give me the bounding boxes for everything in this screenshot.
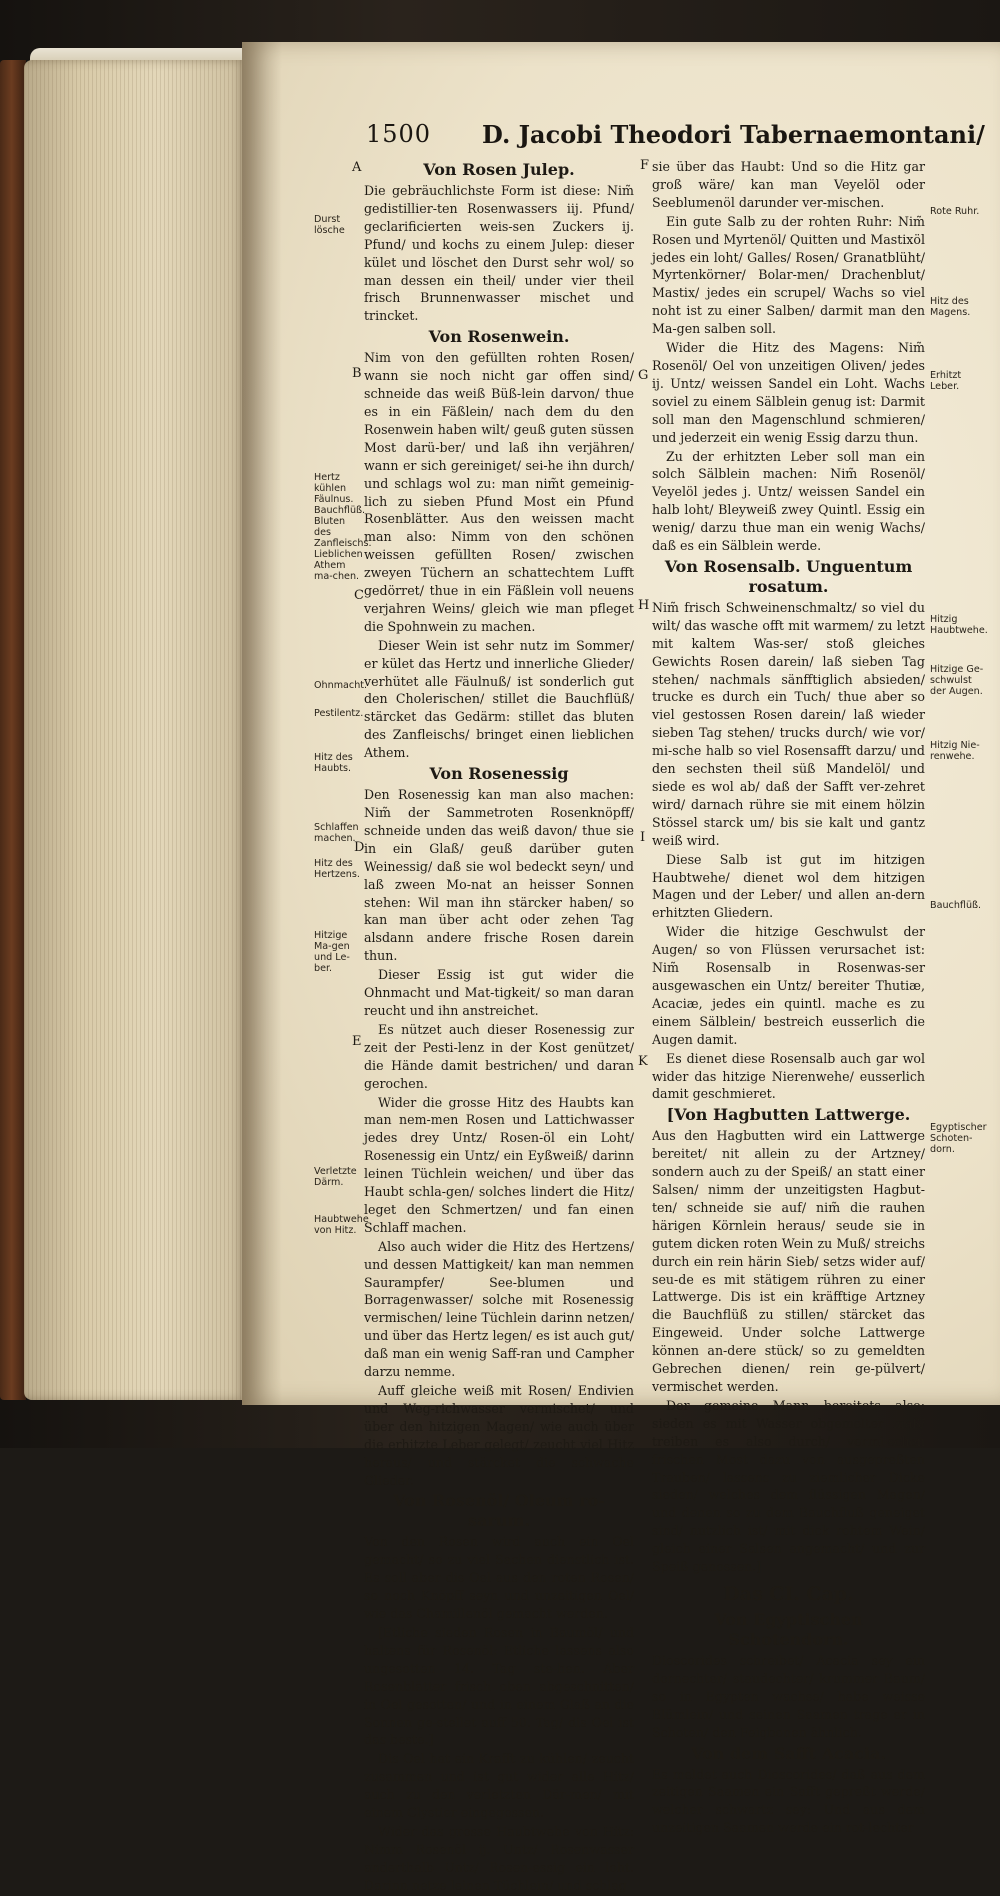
heading-hagbutten: [Von Hagbutten Lattwerge. [666,1105,911,1125]
heading-rosensalb: Von Rosensalb. Unguentum rosatum. [664,556,913,596]
paragraph: Diese Salb ist gut im hitzigen Haubtwehe/ dienet wol dem hitzigen Magen und der Leber/ und allen an-dern erhitzten Gliedern. [652,851,925,921]
margin-note-ohnmacht: Ohnmacht. [314,680,368,691]
paragraph: sie über das Haubt: Und so die Hitz gar groß wäre/ kan man Veyelöl oder Seeblumenöl darunder ver-mischen. [652,159,925,210]
margin-note-verletzte: Verletzte Därm. [314,1166,357,1188]
heading-rosen-julep: Von Rosen Julep. [423,160,575,179]
paragraph: Dis Oel hat ein Krafft zu kühlen/ zeucht zusammen und ist gut wider alle Hitz/ auch zu den verletzten Där-men/ mit einem Clystier eingegossen. [364,1751,634,1821]
margin-note-schlaffen: Schlaffen machen. [314,822,359,844]
paragraph: Es nützet auch dieser Rosenessig zur zeit der Pesti-lenz in der Kost genützet/ die Hände damit bestrichen/ und daran gerochen. [364,1021,634,1091]
paragraph: Zu der erhitzten Leber soll man ein solch Sälblein machen: Nim̃ Rosenöl/ Veyelöl jedes j. Untz/ weissen Sandel ein halb loht/ Bleyweiß zwey Quintl. Essig ein wenig/ darzu thue man ein wenig Wachs/ daß es ein Sälblein werde. [652,448,925,554]
paragraph: Der gemeine Mann bereitets also: sieden es mit Wasser obgemelter maß/ treiben es also durch/ vermi-schen frischen Most dazu von ausgepreßten Trauben/ lassens zu ziemlicher Dicke sieden/ welches dem flüssigen Magen/ und denen so zu dem Bauchfluß geneiget sind/ nutzlich ist/ mit dick rohtem Wein/ gleich einer Salsen angemacht/ und zur Speiß genossen.] [652,1397,925,1575]
paragraph: Den Rosenessig kan man also machen: Nim̃ der Sammetroten Rosenknöpff/ schneide unden das weiß davon/ thue sie in ein Glaß/ geuß darüber guten Weinessig/ daß sie wol bedeckt seyn/ und laß zween Mo-nat an heisser Sonnen stehen: Wil man ihn stärcker haben/ so kan man über acht oder zehen Tag alsdann andere frische Rosen darein thun. [364,787,634,964]
paragraph: Es dienet diese Rosensalb auch gar wol wider das hitzige Nierenwehe/ eusserlich damit geschmieret. [652,1050,925,1102]
section-letter-e: E [352,1034,362,1049]
page-block-edge [24,60,246,1400]
margin-note-hitzige-magen: Hitzige Ma-gen und Le-ber. [314,930,350,974]
paragraph: Ein gute Salb zu der rohten Ruhr: Nim̃ Rosen und Myrtenöl/ Quitten und Mastixöl jedes ein loht/ Galles/ Rosen/ Granatblüht/ Myrtenkörner/ Bolar-men/ Drachenblut/ Mastix/ jedes ein scrupel/ Wachs so viel noht ist zu einer Salben/ darmit man den Ma-gen salben soll. [652,213,925,337]
left-text-column [364,158,634,1896]
margin-note-hitzige-geschwulst: Hitzige Ge-schwulst der Augen. [930,664,984,697]
paragraph: Dieser Wein ist sehr nutz im Sommer/ er kület das Hertz und innerliche Glieder/ verhütet alle Fäulnuß/ ist sonderlich gut den Cholerischen/ stillet die Bauchflüß/ stärcket das Gedärm: stillet das bluten des Zanfleischs/ bringet einen lieblichen Athem. [364,637,634,761]
section-letter-k: K [638,1054,648,1069]
section-letter-d: D [354,840,365,855]
margin-note-durst: Durst lösche [314,214,345,236]
paragraph: Wider die hitzige Geschwulst der Augen/ so von Flüssen verursachet ist: Nim̃ Rosensalb in Rosenwas-ser ausgewaschen ein Untz/ bereiter Thutiæ, Acaciæ, jedes ein quintl. mache es zu einem Sälblein/ bestreich eusserlich die Augen damit. [652,924,925,1047]
book-spine [0,60,26,1400]
section-letter-f: F [640,158,650,173]
paragraph: Die gebräuchlichste Form ist diese: Nim̃ gedistillier-ten Rosenwassers iij. Pfund/ geclarificierten weis-sen Zuckers ij. Pfund/ und kochs zu einem Julep: dieser kület und löschet den Durst sehr wol/ so man dessen ein theil/ under vier theil frisch Brunnenwasser mischet und trincket. [364,183,634,324]
heading-rosenessig: Von Rosenessig [429,764,569,784]
section-letter-h: H [638,598,650,613]
section-letter-i: I [640,830,646,845]
running-title: D. Jacobi Theodori Tabernaemontani/ [482,120,985,149]
paragraph: Aus den Hagbutten wird ein Lattwerge bereitet/ nit allein zu der Artzney/ sondern auch zu der Speiß/ an statt einer Salsen/ nimm der unzeitigsten Hagbut-ten/ schneide sie auf/ nim̃ die rauhen härigen Körnlein heraus/ seude sie in gutem dicken roten Wein zu Muß/ streichs durch ein rein härin Sieb/ setzs wider auf/ seu-de es mit stätigem rühren zu einer Lattwerge. Dis ist ein kräfftige Artzney die Bauchflüß zu stillen/ stärcket das Eingeweid. Under solche Lattwerge können an-dere stück/ so zu gemeldten Gebrechen dienen/ rein ge-pülvert/ vermischet werden. [652,1128,925,1394]
margin-note-rote-ruhr: Rote Ruhr. [930,206,980,217]
paragraph: Wider das grosse Haubtwehe von Hitz: Nimm Rosenöl ij. Untz/ Rosenwasser anderthalb Untz/ Rosen-essig ein loht. Darinn netze leinen Tüchlein/ und schlag [364,1823,634,1893]
margin-note-haubtwehe: Haubtwehe von Hitz. [314,1214,369,1236]
margin-note-hertz: Hertz kühlen Fäulnus. Bauchflüß. Bluten des Zanfleischs. Lieblichen Athem ma-chen. [314,472,372,582]
right-text-column [652,158,925,1838]
paragraph: Wider die grosse Hitz des Haubts kan man nem-men Rosen und Lattichwasser jedes drey Untz/ Rosen-öl ein Loht/ Rosenessig ein Untz/ ein Eyßweiß/ darinn leinen Tüchlein weichen/ und über das Haubt schla-gen/ solches lindert die Hitz/ leget den Schmertzen/ und fan einen Schlaff machen. [364,1094,634,1235]
paragraph: Es meldet auch Dioscorides/ daß aus dem zeitigen Saamen ein Safft gepreßt werde/ welcher schwartz sey: Und aus dem unzeitigen Saamen werde ein rot-lechter [652,1766,925,1836]
margin-note-hitzig-haubtwehe: Hitzig Haubtwehe. [930,614,988,636]
paragraph: Nim von den gefüllten rohten Rosen/ wann sie noch nicht gar offen sind/ schneide das weiß Büß-lein darvon/ thue es in ein Fäßlein/ nach dem du den Rosenwein haben wilt/ geuß guten süssen Most darü-ber/ und laß ihn verjähren/ wann er sich gereiniget/ sei-he ihn durch/ und schlags wol zu: man nim̃t gemeinig-lich zu sieben Pfund Most ein Pfund Rosenblätter. Aus den weissen macht man also: Nimm von den schönen weissen gefüllten Rosen/ zwischen zweyen Tüchern an schattechtem Lufft gedörret/ thue in ein Fäßlein voll neuens verjahren Weins/ gleich wie man pfleget die Spohnwein zu machen. [364,350,634,634]
chapter-heading: Das CI. Cap. [723,1582,854,1605]
margin-note-egypt-schoten: Egyptischer Schoten-dorn. [930,1122,987,1155]
section-letter-g: G [638,368,649,383]
heading-schotendorn: Von Egyptischen Schotendorn. [714,1609,863,1649]
paragraph: Von den Rosen wird auch ein Oel gemacht/ so zu viel Sachen dienstlich ist. Es soll aber dis Oel aus den roten Rosen/ so noch Knöpff seyn und unzeitigen Oel/ wie das Chamillenöl gemacht werden. [364,1534,634,1622]
margin-note-pestilenz: Pestilentz. [314,708,364,719]
section-letter-b: B [352,366,362,381]
heading-safft-acacia: Von dem Safft Acacia. [691,1743,886,1763]
paragraph: Also auch wider die Hitz des Hertzens/ und dessen Mattigkeit/ kan man nemmen Saurampfer/ See-blumen und Borragenwasser/ solche mit Rosenessig vermischen/ leine Tüchlein darinn netzen/ und über das Hertz legen/ es ist auch gut/ daß man ein wenig Saff-ran und Campher darzu nemme. [364,1238,634,1380]
margin-note-erhitzt-leber: Erhitzt Leber. [930,370,962,392]
margin-note-bauchfluss: Bauchflüß. [930,900,982,911]
paragraph: Dieser Essig ist gut wider die Ohnmacht und Mat-tigkeit/ so man daran reucht und ihn anstreichet. [364,967,634,1018]
section-letter-a: A [352,160,362,175]
margin-note-hitz-haubts: Hitz des Haubts. [314,752,353,774]
paragraph: Dioscorides schreibet/ Acacia sey ein dornechter/ staudechter/ krummer Baum/ so in Egypten wachse/ habe weisse Blümlein/ und seinen Saamen trage er in Schoten/ den Feigbonen ähnlich. [652,1652,925,1740]
paragraph: Auff gleiche weiß mit Rosen/ Endivien und Weg-richwasser vermischet/ und über den hitzigen Magen/ wie auch über die erhitzte Leber gelegt/ zeucht viel Hitz heraus/ und stärcket die schwache Glieder. [364,1383,634,1488]
paragraph: Wider die Hitz des Magens: Nim̃ Rosenöl/ Oel von unzeitigen Oliven/ jedes ij. Untz/ weissen Sandel ein Loht. Wachs soviel zu einem Sälblein genug ist: Darmit soll man den Magenschlund schmieren/ und jederzeit ein wenig Essig darzu thun. [652,340,925,445]
heading-rosenol: Von Rosenöl/ Oleum ro-sarum. [393,1491,605,1531]
margin-note-hitzig-nieren: Hitzig Nie-renwehe. [930,740,980,762]
margin-note-hitz-magens: Hitz des Magens. [930,296,971,318]
margin-note-hitz-hertzens: Hitz des Hertzens. [314,858,360,880]
heading-rosenwein: Von Rosenwein. [428,327,570,347]
page-number: 1500 [366,120,432,148]
section-letter-c: C [354,588,364,603]
paragraph: [Etliche sieden Rosen in Baumöl/ und haltens für Rosenöl: Etliche lassens also ungesotten 14. Tag ste-hen. Aber Rosenblätter frisch oben abgeschnitten/ in Oel gesotten/ und in einem Glaß an die Sonnen ge-stellet auff 50. Tag/ dis Oel ist das beste.] [364,1624,634,1748]
paragraph: Nim̃ frisch Schweinenschmaltz/ so viel du wilt/ das wasche offt mit warmem/ zu letzt mit kaltem Was-ser/ stoß gleiches Gewichts Rosen darein/ laß sieben Tag stehen/ nachmals sänfftiglich absieden/ trucke es durch ein Tuch/ thue aber so viel gestossen Rosen darein/ laß wieder sieben Tag stehen/ trucks durch/ wie vor/ mi-sche halb so viel Rosensafft darzu/ und den sechsten theil süß Mandelöl/ und siede es wol ab/ daß der Safft ver-zehret wird/ darnach rühre sie mit einem hölzin Stössel starck um/ bis sie kalt und gantz weiß wird. [652,599,925,848]
